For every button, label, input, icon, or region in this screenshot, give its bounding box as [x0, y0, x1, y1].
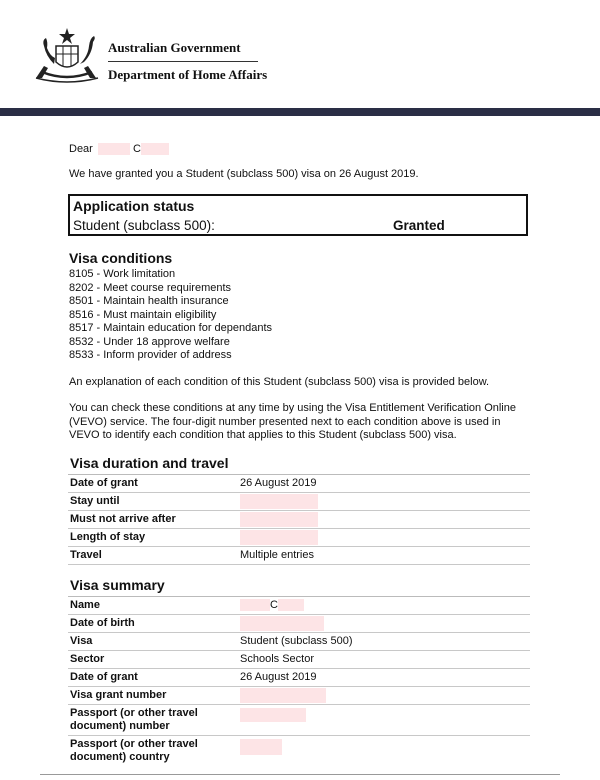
row-value	[240, 688, 326, 703]
row-value	[240, 512, 318, 527]
row-value	[240, 739, 282, 755]
table-row	[68, 633, 530, 651]
table-row	[68, 529, 530, 547]
application-status-box	[68, 194, 528, 236]
row-value: 26 August 2019	[240, 477, 317, 489]
table-row	[68, 511, 530, 529]
status-value: Granted	[393, 218, 445, 233]
row-label: Visa	[70, 635, 93, 647]
redacted-value	[240, 616, 324, 631]
row-label: Visa grant number	[70, 689, 167, 701]
row-label: Date of birth	[70, 617, 135, 629]
redacted-value	[240, 599, 270, 611]
salutation-line	[69, 143, 169, 157]
conditions-explanation: An explanation of each condition of this Student (subclass 500) visa is provided below.	[69, 376, 490, 388]
row-label: Travel	[70, 549, 102, 561]
condition-item: 8516 - Must maintain eligibility	[69, 308, 217, 321]
row-value: Multiple entries	[240, 549, 314, 561]
row-value	[240, 494, 318, 509]
table-row	[68, 687, 530, 705]
redacted-value	[240, 708, 306, 722]
vevo-paragraph: You can check these conditions at any time by using the Visa Entitlement Verification Online (VEVO) service. The four-digit number presented next to each condition above is used in VEVO to identify each condition that applies to this Student (subclass 500) visa.	[69, 402, 516, 441]
table-row	[68, 547, 530, 565]
row-value	[240, 599, 304, 611]
table-row	[68, 493, 530, 511]
visa-summary-section	[68, 577, 530, 766]
row-label: Passport (or other travel document) number	[70, 707, 198, 732]
table-row	[68, 669, 530, 687]
conditions-list	[69, 268, 272, 363]
condition-item: 8202 - Meet course requirements	[69, 281, 232, 294]
redacted-value	[240, 494, 318, 509]
row-label: Date of grant	[70, 477, 138, 489]
visa-summary-title: Visa summary	[68, 577, 530, 597]
redacted-value	[240, 530, 318, 545]
coat-of-arms-icon	[32, 26, 102, 84]
footer-divider	[40, 774, 560, 775]
row-value	[240, 530, 318, 545]
row-label: Length of stay	[70, 531, 146, 543]
row-value: 26 August 2019	[240, 671, 317, 683]
redacted-given-name	[98, 143, 130, 155]
row-label: Date of grant	[70, 671, 138, 683]
row-value: Schools Sector	[240, 653, 314, 665]
salutation: Dear	[69, 143, 93, 155]
letterhead	[0, 0, 600, 108]
divider	[108, 61, 258, 62]
redacted-value	[240, 739, 282, 755]
visa-duration-section	[68, 455, 530, 565]
row-value: Student (subclass 500)	[240, 635, 353, 647]
table-row	[68, 597, 530, 615]
row-label: Stay until	[70, 495, 120, 507]
row-value	[240, 616, 324, 631]
application-status-title: Application status	[73, 198, 195, 214]
row-value	[240, 708, 306, 722]
condition-item: 8532 - Under 18 approve welfare	[69, 335, 230, 348]
row-label: Must not arrive after	[70, 513, 176, 525]
table-row	[68, 475, 530, 493]
name-initial: C	[270, 599, 278, 611]
visa-conditions-title: Visa conditions	[69, 250, 173, 266]
table-row	[68, 705, 530, 736]
condition-item: 8533 - Inform provider of address	[69, 349, 232, 361]
condition-item: 8517 - Maintain education for dependants	[69, 322, 273, 334]
row-label: Name	[70, 599, 100, 611]
table-row	[68, 615, 530, 633]
visa-duration-title: Visa duration and travel	[68, 455, 530, 475]
redacted-surname	[141, 143, 169, 155]
department-name: Department of Home Affairs	[108, 67, 268, 82]
table-row	[68, 736, 530, 766]
condition-item: 8501 - Maintain health insurance	[69, 295, 229, 307]
redacted-value	[278, 599, 304, 611]
table-row	[68, 651, 530, 669]
redacted-value	[240, 512, 318, 527]
surname-initial: C	[132, 143, 141, 155]
grant-sentence: We have granted you a Student (subclass 500) visa on 26 August 2019.	[69, 168, 419, 180]
header-band	[0, 108, 600, 116]
condition-item: 8105 - Work limitation	[69, 268, 176, 280]
government-name: Australian Government	[108, 40, 241, 55]
row-label: Passport (or other travel document) country	[70, 738, 198, 763]
row-label: Sector	[70, 653, 105, 665]
redacted-value	[240, 688, 326, 703]
status-label: Student (subclass 500):	[73, 218, 215, 233]
